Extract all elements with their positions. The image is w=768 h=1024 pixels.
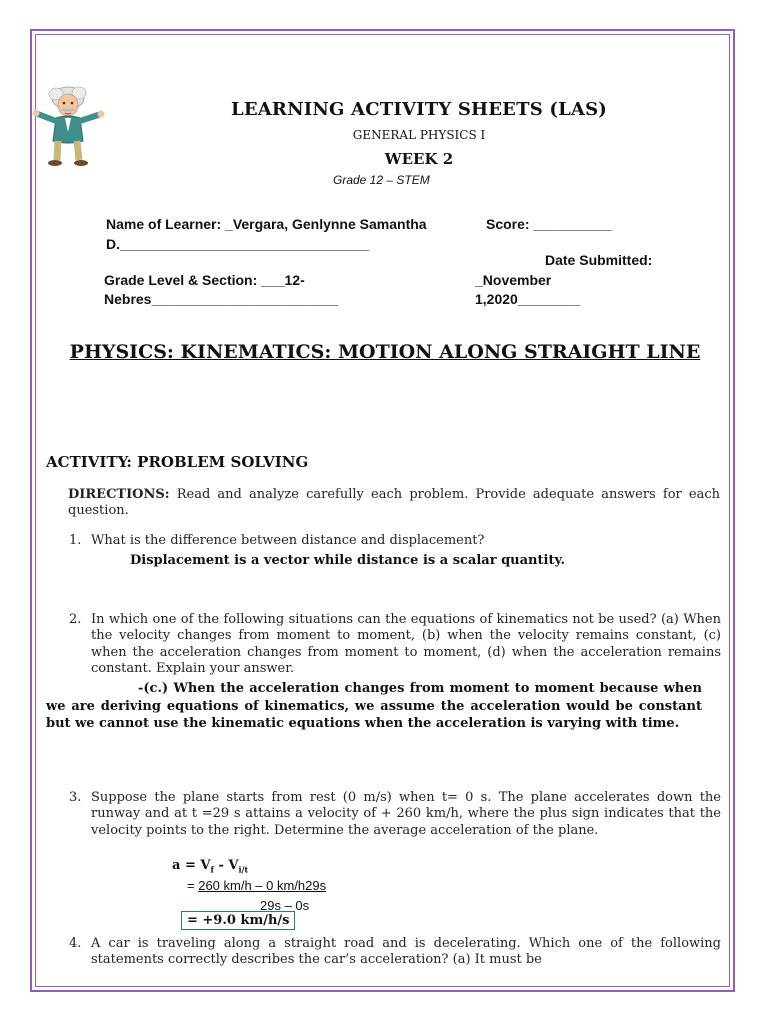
question-number-3: 3. bbox=[69, 790, 82, 805]
formula-mid: - V bbox=[213, 858, 239, 873]
formula-prefix: a = V bbox=[172, 858, 211, 873]
answer-1: Displacement is a vector while distance is a scalar quantity. bbox=[130, 553, 566, 568]
formula-sub-it: i/t bbox=[238, 864, 249, 875]
answer-2-rest: when we are deriving equations of kinematics, we assume the acceleration would be constant but we cannot use the kinematic equations when the acceleration is varying with time. bbox=[46, 681, 702, 731]
question-4-text: A car is traveling along a straight road and is decelerating. Which one of the following statements correctly describes the car’s acceleration? (a) It must be bbox=[91, 936, 721, 968]
subject-label: GENERAL PHYSICS I bbox=[352, 128, 486, 142]
directions-label: DIRECTIONS: bbox=[68, 487, 170, 502]
question-3-text: Suppose the plane starts from rest (0 m/s) when t= 0 s. The plane accelerates down the runway and at t =29 s attains a velocity of + 260 km/h, where the plus sign indicates that the velocity points to the right. Determine the average acceleration of the plane. bbox=[91, 790, 721, 838]
formula-line bbox=[172, 858, 248, 875]
question-2-text: In which one of the following situations can the equations of kinematics not be used? (a) When the velocity changes from moment to moment, (b) when the velocity remains constant, (c) when the acceleration changes from moment to moment, (d) when the acceleration remains constant. Explain your answer. bbox=[91, 612, 721, 676]
calc-denominator: 29s – 0s bbox=[260, 898, 310, 913]
answer-2-line1: -(c.) When the acceleration changes from moment to moment because bbox=[138, 681, 659, 696]
learner-name-line2: D.________________________________ bbox=[106, 236, 370, 252]
grade-section-line1: Grade Level & Section: ___12- bbox=[104, 272, 305, 288]
score-field: Score: __________ bbox=[486, 216, 612, 232]
calc-result-box bbox=[181, 912, 295, 928]
date-submitted-line1: _November bbox=[475, 272, 552, 288]
week-label: WEEK 2 bbox=[384, 150, 454, 168]
learner-name-line1: Name of Learner: _Vergara, Genlynne Samantha bbox=[106, 216, 427, 232]
question-number-4: 4. bbox=[69, 936, 82, 951]
answer-2 bbox=[46, 680, 702, 733]
formula-sub-f: f bbox=[210, 864, 214, 875]
sheet-title: LEARNING ACTIVITY SHEETS (LAS) bbox=[230, 99, 608, 120]
calc-numerator: 260 km/h – 0 km/h29s bbox=[198, 878, 327, 893]
directions bbox=[68, 487, 720, 520]
question-number-1: 1. bbox=[69, 533, 82, 548]
directions-text: Read and analyze carefully each problem. Provide adequate answers for each question. bbox=[68, 487, 720, 519]
question-number-2: 2. bbox=[69, 612, 82, 627]
activity-title: ACTIVITY: PROBLEM SOLVING bbox=[46, 453, 309, 471]
question-1-text: What is the difference between distance and displacement? bbox=[91, 533, 485, 548]
grade-section-line2: Nebres________________________ bbox=[104, 291, 339, 307]
date-submitted-line2: 1,2020________ bbox=[475, 291, 581, 307]
date-submitted-label: Date Submitted: bbox=[545, 252, 653, 268]
main-title: PHYSICS: KINEMATICS: MOTION ALONG STRAIGHT LINE bbox=[69, 341, 701, 363]
grade-label: Grade 12 – STEM bbox=[333, 173, 430, 187]
calc-equals: = bbox=[187, 878, 199, 893]
calc-line-2 bbox=[187, 878, 326, 893]
calc-result: = +9.0 km/h/s bbox=[181, 911, 295, 930]
